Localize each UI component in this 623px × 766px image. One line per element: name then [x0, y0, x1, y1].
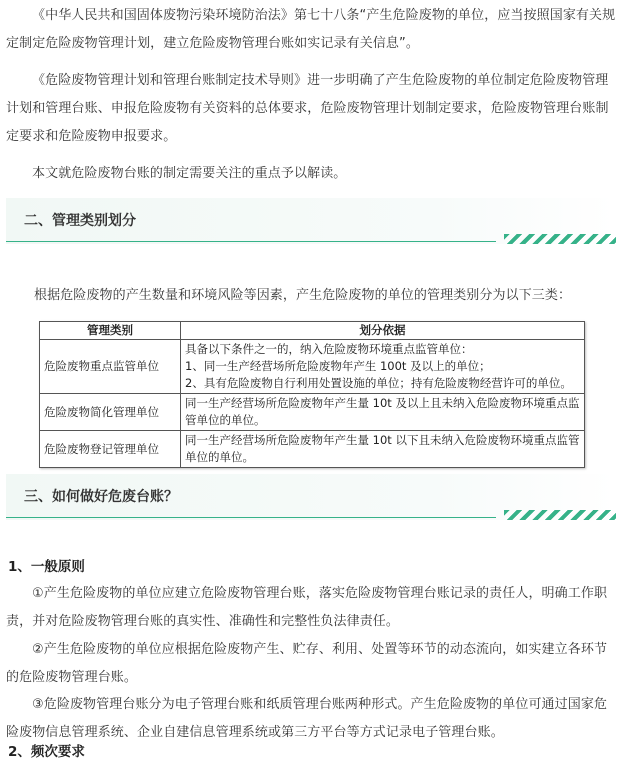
table-cell-category: 危险废物登记管理单位	[40, 431, 181, 468]
table-row	[40, 394, 585, 431]
section-stripe-decoration	[504, 234, 616, 244]
intro-paragraph-1: 《中华人民共和国固体废物污染环境防治法》第七十八条“产生危险废物的单位，应当按照国家有关规定制定危险废物管理计划，建立危险废物管理台账如实记录有关信息”。	[6, 8, 616, 51]
subheading-general-principles: 1、一般原则	[8, 559, 85, 575]
section-3-header	[6, 474, 616, 520]
section-divider-line	[6, 517, 496, 518]
table-cell-basis: 同一生产经营场所危险废物年产生量 10t 以下且未纳入危险废物环境重点监管单位的单位。	[181, 431, 585, 468]
subheading-frequency-requirements: 2、频次要求	[8, 744, 85, 760]
management-category-table	[39, 321, 585, 468]
principle-item-2: ②产生危险废物的单位应根据危险废物产生、贮存、利用、处置等环节的动态流向，如实建立各环节的危险废物管理台账。	[6, 642, 608, 685]
table-cell-basis: 同一生产经营场所危险废物年产生量 10t 及以上且未纳入危险废物环境重点监管单位的单位。	[181, 394, 585, 431]
table-header-basis: 划分依据	[181, 322, 585, 340]
table-cell-category: 危险废物简化管理单位	[40, 394, 181, 431]
table-row	[40, 340, 585, 394]
intro-paragraph-3: 本文就危险废物台账的制定需要关注的重点予以解读。	[32, 166, 347, 181]
table-row	[40, 431, 585, 468]
table-cell-category: 危险废物重点监管单位	[40, 340, 181, 394]
basis-line: 具备以下条件之一的，纳入危险废物环境重点监管单位：	[185, 342, 473, 356]
table-cell-basis	[181, 340, 585, 394]
section-stripe-decoration	[504, 510, 616, 520]
section-2-title: 二、管理类别划分	[24, 213, 136, 229]
section-divider-line	[6, 241, 496, 242]
section-2-header	[6, 198, 616, 244]
basis-line: 2、具有危险废物自行利用处置设施的单位；持有危险废物经营许可的单位。	[185, 376, 572, 390]
table-header-category: 管理类别	[40, 322, 181, 340]
section-2-lead: 根据危险废物的产生数量和环境风险等因素，产生危险废物的单位的管理类别分为以下三类：	[34, 288, 572, 303]
principle-item-1: ①产生危险废物的单位应建立危险废物管理台账，落实危险废物管理台账记录的责任人，明确工作职责，并对危险废物管理台账的真实性、准确性和完整性负法律责任。	[6, 586, 608, 629]
table-header-row	[40, 322, 585, 340]
principle-item-3: ③危险废物管理台账分为电子管理台账和纸质管理台账两种形式。产生危险废物的单位可通过国家危险废物信息管理系统、企业自建信息管理系统或第三方平台等方式记录电子管理台账。	[6, 697, 608, 740]
section-3-title: 三、如何做好危废台账？	[24, 489, 178, 505]
basis-line: 1、同一生产经营场所危险废物年产生 100t 及以上的单位；	[185, 359, 491, 373]
intro-paragraph-2: 《危险废物管理计划和管理台账制定技术导则》进一步明确了产生危险废物的单位制定危险废物管理计划和管理台账、申报危险废物有关资料的总体要求，危险废物管理计划制定要求，危险废物管理台账制定要求和危险废物申报要求。	[6, 73, 609, 144]
